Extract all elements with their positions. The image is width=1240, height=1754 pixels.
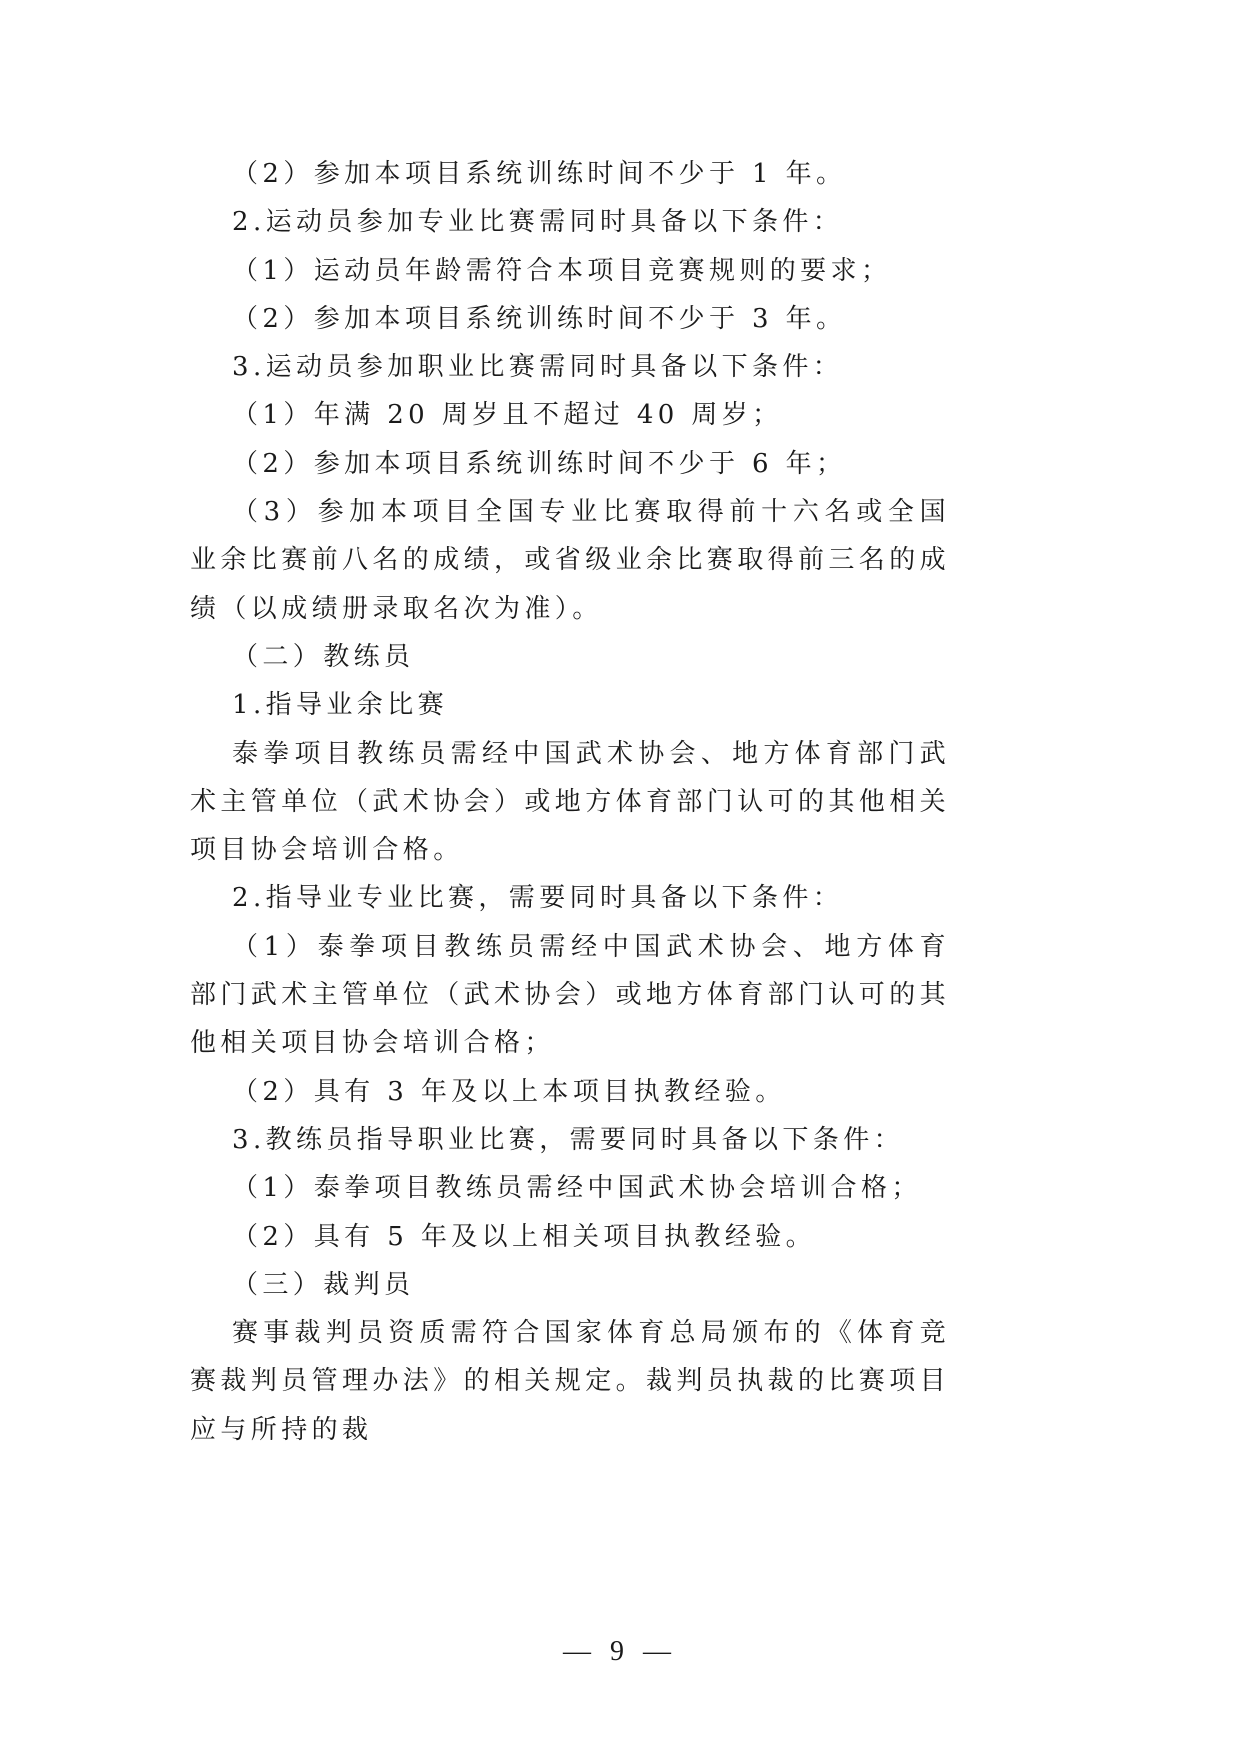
- coach-professional-heading: 2.指导业专业比赛，需要同时具备以下条件：: [232, 883, 844, 914]
- athlete-professional-item-2: （2）参加本项目系统训练时间不少于 3 年。: [232, 303, 847, 334]
- athlete-pro-league-item-1: （1）年满 20 周岁且不超过 40 周岁；: [232, 400, 783, 431]
- athlete-pro-league-item-3: （3）参加本项目全国专业比赛取得前十六名或全国业余比赛前八名的成绩，或省级业余比赛取得前三名的成绩（以成绩册录取名次为准）。: [190, 497, 951, 624]
- athlete-pro-league-item-2: （2）参加本项目系统训练时间不少于 6 年；: [232, 448, 847, 479]
- coach-amateur-heading: 1.指导业余比赛: [232, 690, 449, 721]
- coach-pro-league-heading: 3.教练员指导职业比赛，需要同时具备以下条件：: [232, 1124, 905, 1155]
- athlete-amateur-item-2: （2）参加本项目系统训练时间不少于 1 年。: [232, 159, 847, 189]
- coach-professional-item-2: （2）具有 3 年及以上本项目执教经验。: [232, 1076, 786, 1107]
- coach-amateur-body: 泰拳项目教练员需经中国武术协会、地方体育部门武术主管单位（武术协会）或地方体育部门认可的其他相关项目协会培训合格。: [190, 738, 951, 866]
- section-coach-heading: （二）教练员: [232, 641, 415, 672]
- athlete-professional-item-1: （1）运动员年龄需符合本项目竞赛规则的要求；: [232, 255, 892, 286]
- document-page: [190, 150, 950, 1454]
- athlete-professional-heading: 2.运动员参加专业比赛需同时具备以下条件：: [232, 207, 844, 238]
- referee-body: 赛事裁判员资质需符合国家体育总局颁布的《体育竞赛裁判员管理办法》的相关规定。裁判员执裁的比赛项目应与所持的裁: [190, 1318, 951, 1445]
- coach-pro-league-item-1: （1）泰拳项目教练员需经中国武术协会培训合格；: [232, 1173, 922, 1204]
- section-referee-heading: （三）裁判员: [232, 1269, 415, 1300]
- athlete-pro-league-heading: 3.运动员参加职业比赛需同时具备以下条件：: [232, 352, 844, 383]
- coach-pro-league-item-2: （2）具有 5 年及以上相关项目执教经验。: [232, 1221, 817, 1252]
- coach-professional-item-1: （1）泰拳项目教练员需经中国武术协会、地方体育部门武术主管单位（武术协会）或地方体育部门认可的其他相关项目协会培训合格；: [190, 931, 951, 1059]
- page-number: — 9 —: [563, 1636, 677, 1667]
